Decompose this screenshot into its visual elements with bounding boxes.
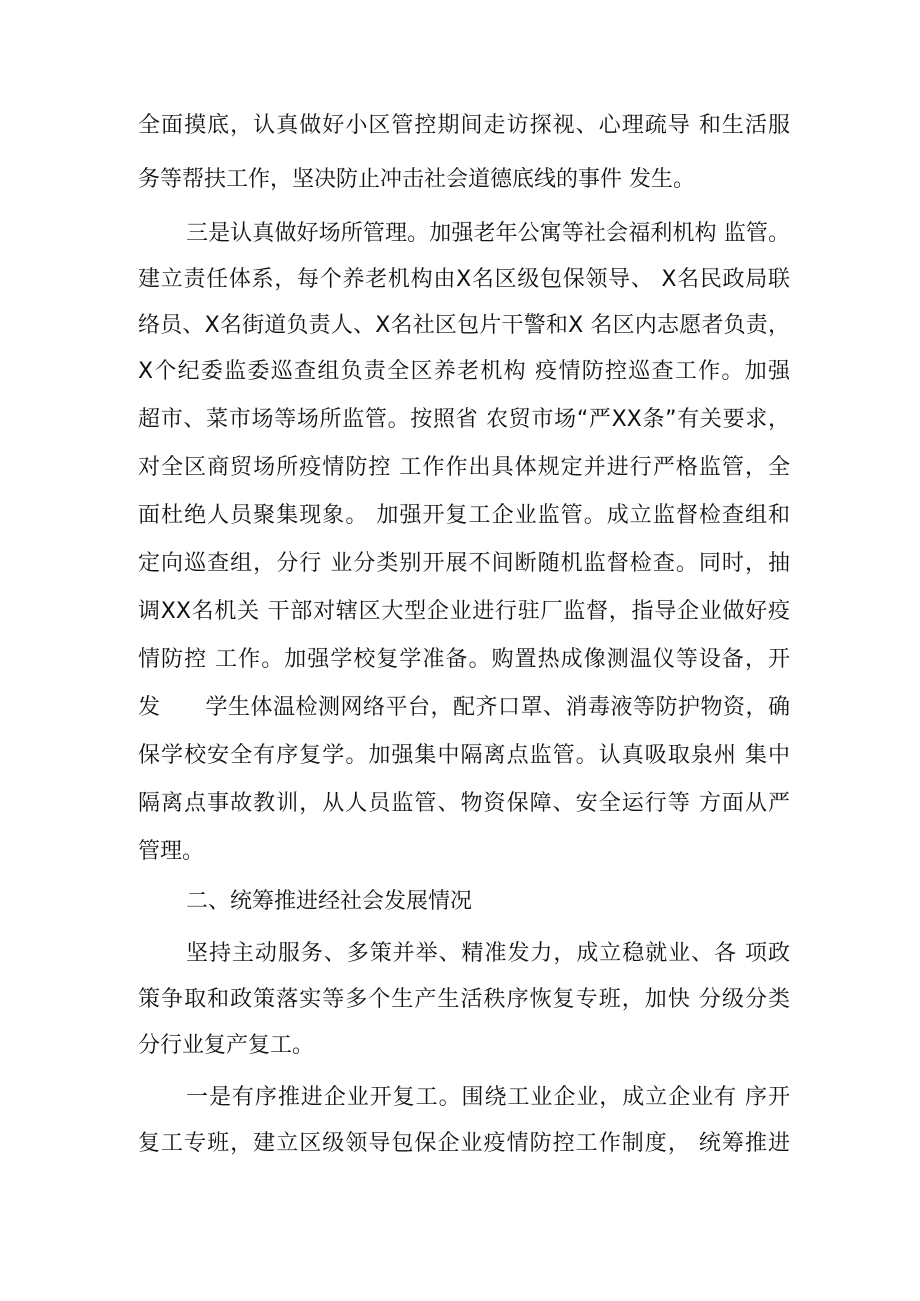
section-heading: 二、统筹推进经社会发展情况 bbox=[186, 889, 473, 914]
text-line: 对全区商贸场所疫情防控 工作作出具体规定并进行严格监管，全 bbox=[138, 455, 790, 480]
text-line: 坚持主动服务、多策并举、精准发力，成立稳就业、各 项政 bbox=[186, 941, 790, 966]
text-line: 调XX名机关 干部对辖区大型企业进行驻厂监督，指导企业做好疫 bbox=[138, 599, 790, 624]
text-line: 保学校安全有序复学。加强集中隔离点监管。认真吸取泉州 集中 bbox=[138, 743, 790, 768]
text-line: 三是认真做好场所管理。加强老年公寓等社会福利机构 监管。 bbox=[186, 221, 790, 246]
text-line: 发 学生体温检测网络平台，配齐口罩、消毒液等防护物资，确 bbox=[138, 695, 790, 720]
text-line: 建立责任体系，每个养老机构由X名区级包保领导、 X名民政局联 bbox=[138, 267, 790, 292]
text-line: 定向巡查组，分行 业分类别开展不间断随机监督检查。同时，抽 bbox=[138, 551, 790, 576]
text-line: 面杜绝人员聚集现象。 加强开复工企业监管。成立监督检查组和 bbox=[138, 503, 790, 528]
text-line: X个纪委监委巡查组负责全区养老机构 疫情防控巡查工作。加强 bbox=[138, 359, 790, 384]
text-line: 隔离点事故教训，从人员监管、物资保障、安全运行等 方面从严 bbox=[138, 791, 790, 816]
text-line: 一是有序推进企业开复工。围绕工业企业，成立企业有 序开 bbox=[186, 1085, 790, 1110]
text-line: 复工专班，建立区级领导包保企业疫情防控工作制度， 统筹推进 bbox=[138, 1131, 790, 1156]
text-line: 管理。 bbox=[138, 839, 205, 864]
text-line: 策争取和政策落实等多个生产生活秩序恢复专班，加快 分级分类 bbox=[138, 987, 790, 1012]
text-line: 全面摸底，认真做好小区管控期间走访探视、心理疏导 和生活服 bbox=[138, 113, 790, 138]
text-line: 分行业复产复工。 bbox=[138, 1033, 315, 1058]
text-line: 超市、菜市场等场所监管。按照省 农贸市场“严XX条”有关要求， bbox=[138, 407, 790, 432]
text-line: 情防控 工作。加强学校复学准备。购置热成像测温仪等设备，开 bbox=[138, 647, 790, 672]
text-line: 务等帮扶工作，坚决防止冲击社会道德底线的事件 发生。 bbox=[138, 167, 695, 192]
text-line: 络员、X名街道负责人、X名社区包片干警和X 名区内志愿者负责， bbox=[138, 313, 790, 338]
